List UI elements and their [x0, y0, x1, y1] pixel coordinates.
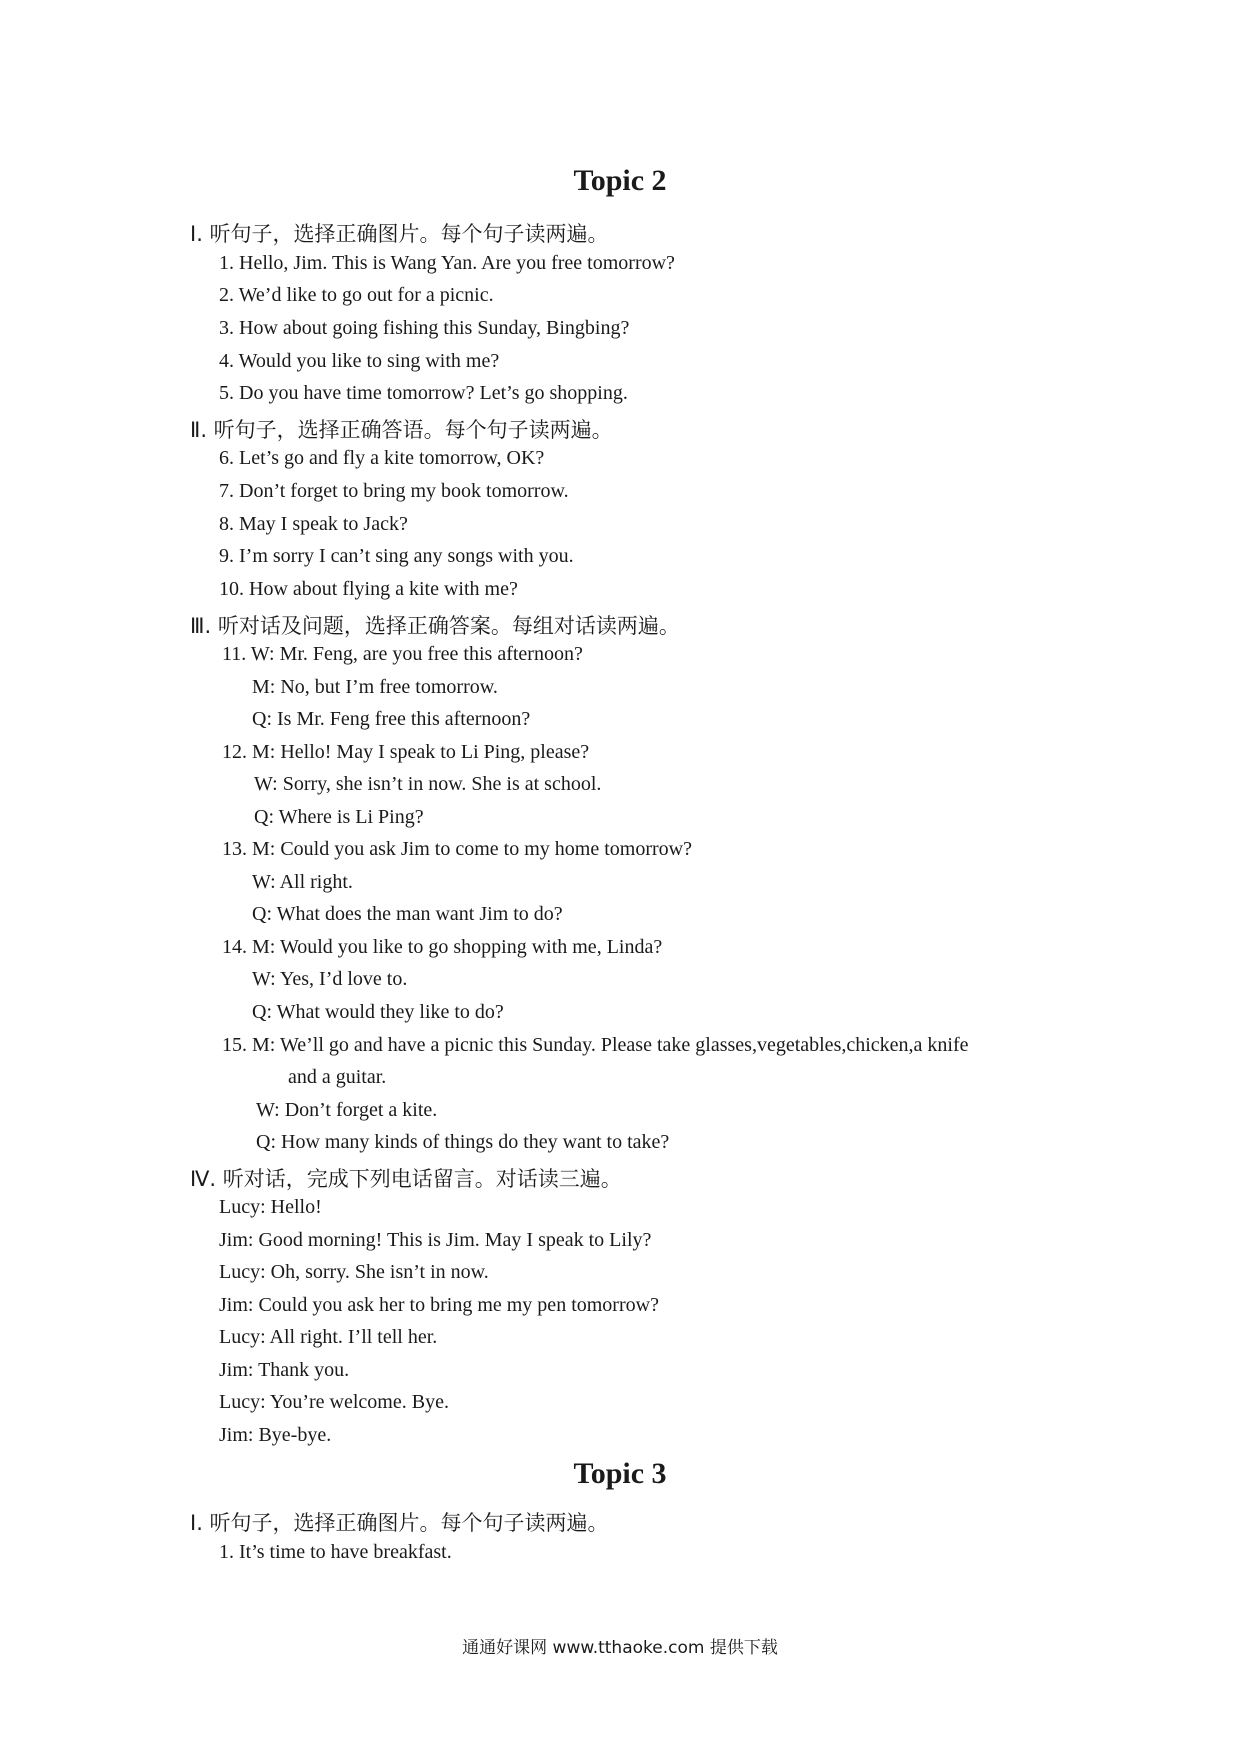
sentence-1: 1. It’s time to have breakfast.: [219, 1541, 452, 1563]
dialogue-line: Q: What would they like to do?: [252, 1001, 504, 1023]
section-1-heading: Ⅰ. 听句子，选择正确图片。每个句子读两遍。: [190, 222, 609, 246]
sentence-7: 7. Don’t forget to bring my book tomorrow.: [219, 480, 569, 502]
dialogue-line: W: Don’t forget a kite.: [256, 1099, 438, 1121]
sentence-8: 8. May I speak to Jack?: [219, 513, 408, 535]
section-1-heading: Ⅰ. 听句子，选择正确图片。每个句子读两遍。: [190, 1511, 609, 1535]
dialogue-line: Q: Is Mr. Feng free this afternoon?: [252, 708, 531, 730]
sentence-5: 5. Do you have time tomorrow? Let’s go shopping.: [219, 382, 628, 404]
dialogue-line: M: No, but I’m free tomorrow.: [252, 676, 498, 698]
sentence-10: 10. How about flying a kite with me?: [219, 578, 518, 600]
sentence-6: 6. Let’s go and fly a kite tomorrow, OK?: [219, 447, 545, 469]
dialogue-line: 14. M: Would you like to go shopping with me, Linda?: [222, 936, 663, 958]
sentence-3: 3. How about going fishing this Sunday, Bingbing?: [219, 317, 630, 339]
dialogue-line: Jim: Bye-bye.: [219, 1424, 332, 1446]
dialogue-line: Jim: Thank you.: [219, 1359, 350, 1381]
dialogue-line: Jim: Could you ask her to bring me my pen tomorrow?: [219, 1294, 659, 1316]
dialogue-line: Jim: Good morning! This is Jim. May I speak to Lily?: [219, 1229, 652, 1251]
sentence-9: 9. I’m sorry I can’t sing any songs with you.: [219, 545, 574, 567]
dialogue-line: and a guitar.: [288, 1066, 387, 1088]
dialogue-line: Q: How many kinds of things do they want to take?: [256, 1131, 670, 1153]
sentence-4: 4. Would you like to sing with me?: [219, 350, 500, 372]
section-4-heading: Ⅳ. 听对话，完成下列电话留言。对话读三遍。: [190, 1167, 622, 1191]
dialogue-line: Lucy: Oh, sorry. She isn’t in now.: [219, 1261, 489, 1283]
dialogue-line: 15. M: We’ll go and have a picnic this Sunday. Please take glasses,vegetables,chicken,a knife: [222, 1034, 969, 1056]
dialogue-line: W: All right.: [252, 871, 353, 893]
dialogue-line: Lucy: Hello!: [219, 1196, 322, 1218]
section-2-heading: Ⅱ. 听句子，选择正确答语。每个句子读两遍。: [190, 418, 613, 442]
dialogue-line: 11. W: Mr. Feng, are you free this afternoon?: [222, 643, 583, 665]
topic-3-title: Topic 3: [573, 1457, 667, 1490]
sentence-1: 1. Hello, Jim. This is Wang Yan. Are you free tomorrow?: [219, 252, 675, 274]
dialogue-line: Q: What does the man want Jim to do?: [252, 903, 563, 925]
dialogue-line: 12. M: Hello! May I speak to Li Ping, please?: [222, 741, 590, 763]
sentence-2: 2. We’d like to go out for a picnic.: [219, 284, 494, 306]
topic-2-title: Topic 2: [573, 164, 667, 197]
dialogue-line: 13. M: Could you ask Jim to come to my home tomorrow?: [222, 838, 692, 860]
dialogue-line: Lucy: You’re welcome. Bye.: [219, 1391, 449, 1413]
section-3-heading: Ⅲ. 听对话及问题，选择正确答案。每组对话读两遍。: [190, 614, 680, 638]
dialogue-line: W: Sorry, she isn’t in now. She is at school.: [254, 773, 602, 795]
dialogue-line: W: Yes, I’d love to.: [252, 968, 408, 990]
page-footer: 通通好课网 www.tthaoke.com 提供下载: [462, 1638, 778, 1658]
dialogue-line: Q: Where is Li Ping?: [254, 806, 424, 828]
dialogue-line: Lucy: All right. I’ll tell her.: [219, 1326, 438, 1348]
